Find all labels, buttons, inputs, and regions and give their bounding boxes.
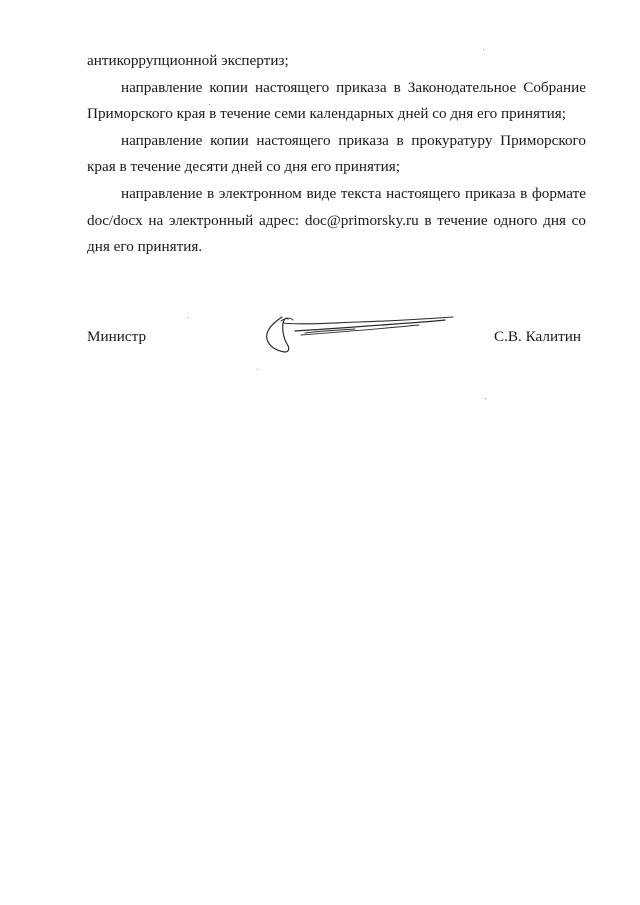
paragraph-prosecutor: направление копии настоящего приказа в прокуратуру Приморского края в течение десяти дней со дня его принятия;: [87, 131, 586, 176]
scan-speck: [187, 317, 188, 318]
scan-speck: [483, 49, 484, 50]
paragraph-continuation: антикоррупционной экспертиз;: [87, 52, 289, 69]
paragraph-legislative-assembly: направление копии настоящего приказа в Законодательное Собрание Приморского края в течение семи календарных дней со дня его принятия;: [87, 78, 586, 123]
document-body: [87, 48, 586, 261]
signatory-name: С.В. Калитин: [493, 328, 581, 345]
scan-speck: [257, 369, 258, 370]
scan-speck: [209, 104, 210, 105]
handwritten-signature: [259, 311, 459, 356]
signatory-title: Министр: [87, 328, 147, 345]
scan-speck: [485, 398, 486, 399]
paragraph-electronic-copy: направление в электронном виде текста настоящего приказа в формате doc/docx на электронный адрес: doc@primorsky.ru в течение одного дня со дня его принятия.: [87, 184, 586, 256]
